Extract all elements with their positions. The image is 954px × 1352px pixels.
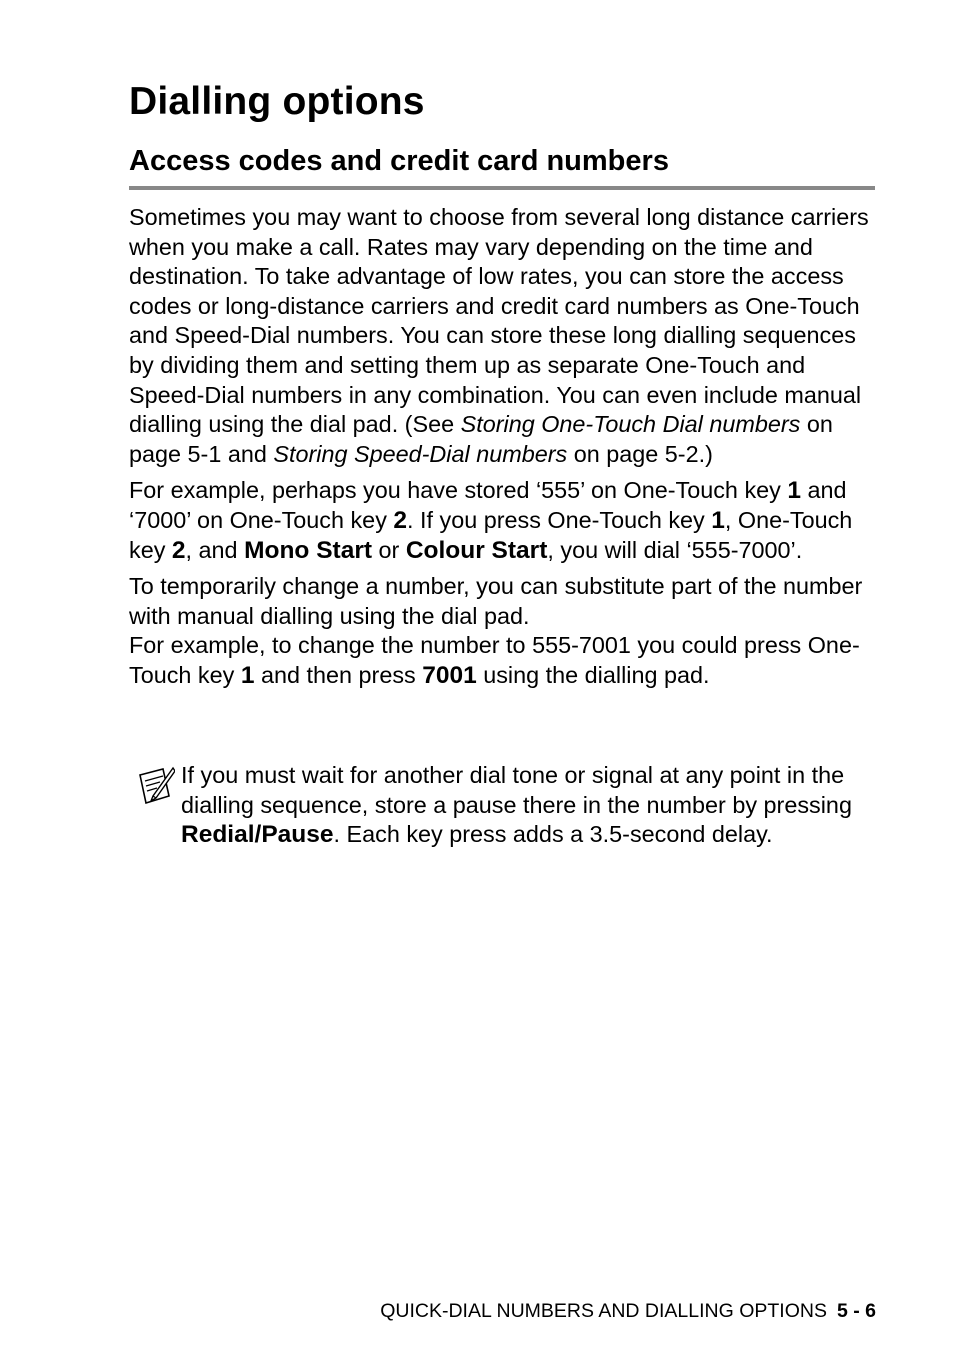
key-label: 1	[787, 477, 801, 505]
intro-text-3: on page 5-2.)	[567, 440, 713, 467]
cross-reference-one-touch: Storing One-Touch Dial numbers	[460, 411, 801, 438]
key-label: 1	[711, 506, 725, 534]
example-text-6: or	[372, 536, 406, 563]
example-text-7: , you will dial ‘555-7000’.	[547, 536, 803, 563]
example-text-3: . If you press One-Touch key	[407, 506, 712, 533]
note-text	[181, 761, 877, 850]
note-text-2: . Each key press adds a 3.5-second delay.	[333, 821, 773, 848]
section-heading: Access codes and credit card numbers	[129, 145, 875, 190]
paragraph-example	[129, 476, 877, 565]
body-text	[129, 203, 877, 698]
colour-start-key-label: Colour Start	[405, 536, 548, 564]
note-box	[129, 761, 877, 850]
mono-start-key-label: Mono Start	[244, 536, 373, 564]
change-example-text-2: and then press	[254, 661, 423, 688]
page-title: Dialling options	[129, 80, 425, 123]
intro-text-1: Sometimes you may want to choose from several long distance carriers when you make a call. Rates may vary depending on the time and destination. To take advantage of low rates, you can store the access codes or long-distance carriers and credit card numbers as One-Touch and Speed-Dial numbers. You can store these long dialling sequences by dividing them and setting them up as separate One-Touch and Speed-Dial numbers in any combination. You can even include manual dialling using the dial pad. (See	[129, 204, 869, 438]
example-text-5: , and	[185, 536, 245, 563]
page-footer	[380, 1300, 876, 1323]
example-text-2: and ‘7000’ on One-Touch key	[129, 477, 847, 533]
footer-chapter-title: QUICK-DIAL NUMBERS AND DIALLING OPTIONS	[380, 1300, 827, 1322]
intro-text-2: on page 5-1 and	[129, 411, 833, 467]
key-label: 2	[171, 536, 186, 564]
temporary-change-text: To temporarily change a number, you can substitute part of the number with manual dialling using the dial pad.	[129, 573, 863, 629]
cross-reference-speed-dial: Storing Speed-Dial numbers	[273, 440, 568, 467]
example-text-1: For example, perhaps you have stored ‘555’ on One-Touch key	[129, 477, 788, 504]
page-number: 5 - 6	[836, 1300, 876, 1322]
example-text-4: , One-Touch key	[129, 506, 853, 563]
key-label: 2	[393, 506, 408, 534]
redial-pause-key-label: Redial/Pause	[181, 821, 334, 849]
paragraph-temporary-change	[129, 572, 877, 631]
note-pencil-icon	[137, 766, 175, 806]
key-label: 1	[240, 661, 255, 689]
paragraph-intro	[129, 203, 877, 469]
change-example-text-1: For example, to change the number to 555-7001 you could press One-Touch key	[129, 632, 860, 688]
change-example-text-3: using the dialling pad.	[476, 661, 710, 688]
paragraph-change-example	[129, 631, 877, 690]
key-label: 7001	[422, 661, 477, 689]
note-text-1: If you must wait for another dial tone or signal at any point in the dialling sequence, store a pause there in the number by pressing	[181, 762, 852, 818]
